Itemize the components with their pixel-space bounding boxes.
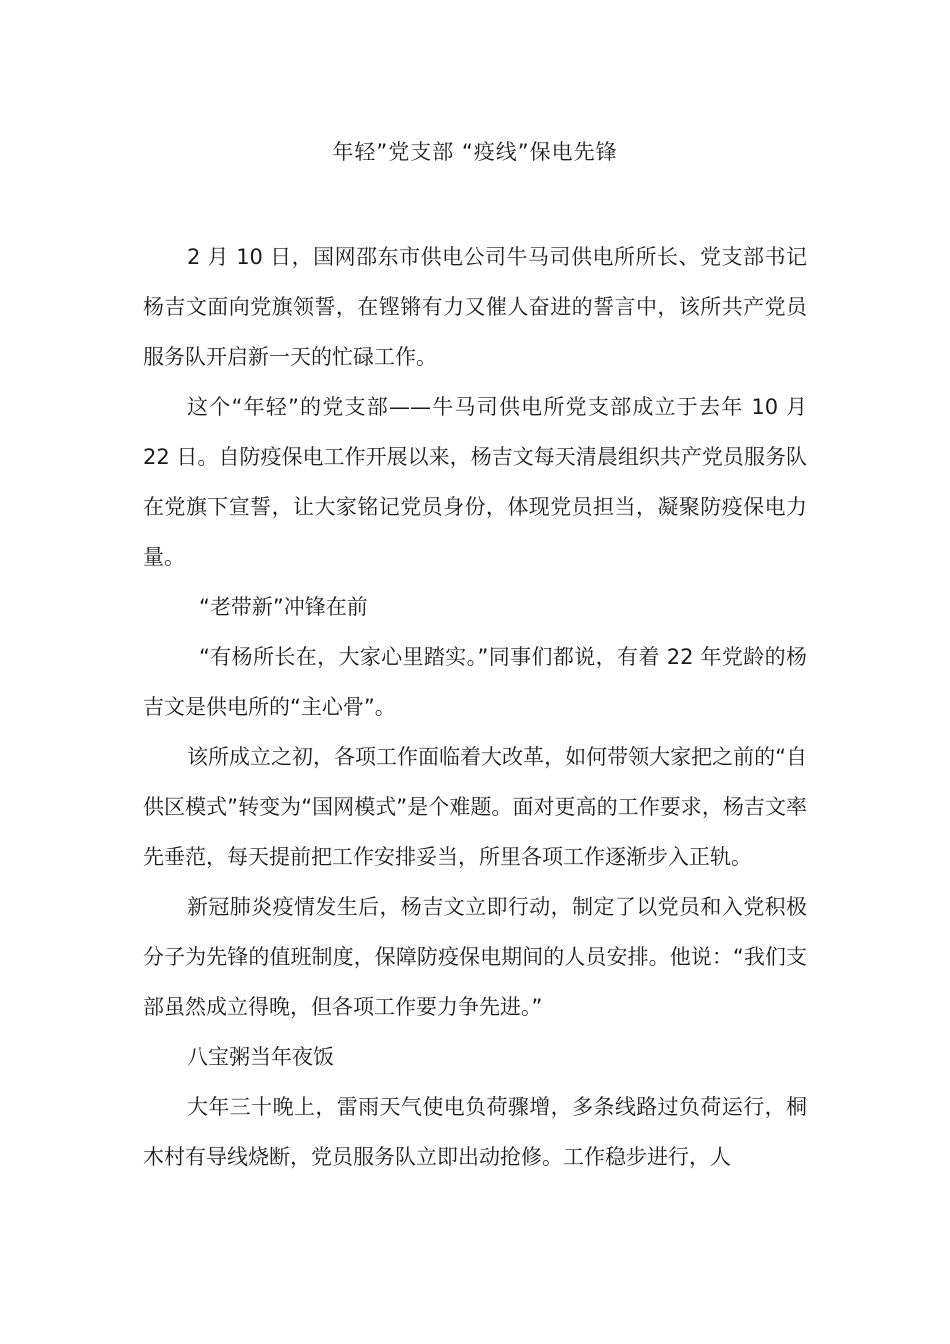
section-heading-old-lead-new: “老带新”冲锋在前 — [199, 595, 368, 619]
paragraph-new-year-eve: 大年三十晚上，雷雨天气使电负荷骤增，多条线路过负荷运行，桐木村有导线烧断，党员服务队立即出动抢修。工作稳步进行，人 — [143, 1095, 807, 1169]
paragraph-epidemic-response: 新冠肺炎疫情发生后，杨吉文立即行动，制定了以党员和入党积极分子为先锋的值班制度，保障防疫保电期间的人员安排。他说：“我们支部虽然成立得晚，但各项工作要力争先进。” — [143, 895, 807, 1019]
section-heading-new-year-dinner: 八宝粥当年夜饭 — [187, 1045, 334, 1069]
paragraph-oath: 2 月 10 日，国网邵东市供电公司牛马司供电所所长、党支部书记杨吉文面向党旗领誓，在铿锵有力又催人奋进的誓言中，该所共产党员服务队开启新一天的忙碌工作。 — [143, 245, 807, 369]
document-body — [143, 232, 807, 1182]
document-title: 年轻”党支部 “疫线”保电先锋 — [332, 140, 618, 164]
paragraph-reform: 该所成立之初，各项工作面临着大改革，如何带领大家把之前的“自供区模式”转变为“国网模式”是个难题。面对更高的工作要求，杨吉文率先垂范，每天提前把工作安排妥当，所里各项工作逐渐步入正轨。 — [143, 745, 807, 869]
paragraph-colleague-quote: “有杨所长在，大家心里踏实。”同事们都说，有着 22 年党龄的杨吉文是供电所的“主心骨”。 — [143, 645, 807, 719]
paragraph-branch-intro: 这个“年轻”的党支部——牛马司供电所党支部成立于去年 10 月 22 日。自防疫保电工作开展以来，杨吉文每天清晨组织共产党员服务队在党旗下宣誓，让大家铭记党员身份，体现党员担当，凝聚防疫保电力量。 — [143, 395, 807, 569]
